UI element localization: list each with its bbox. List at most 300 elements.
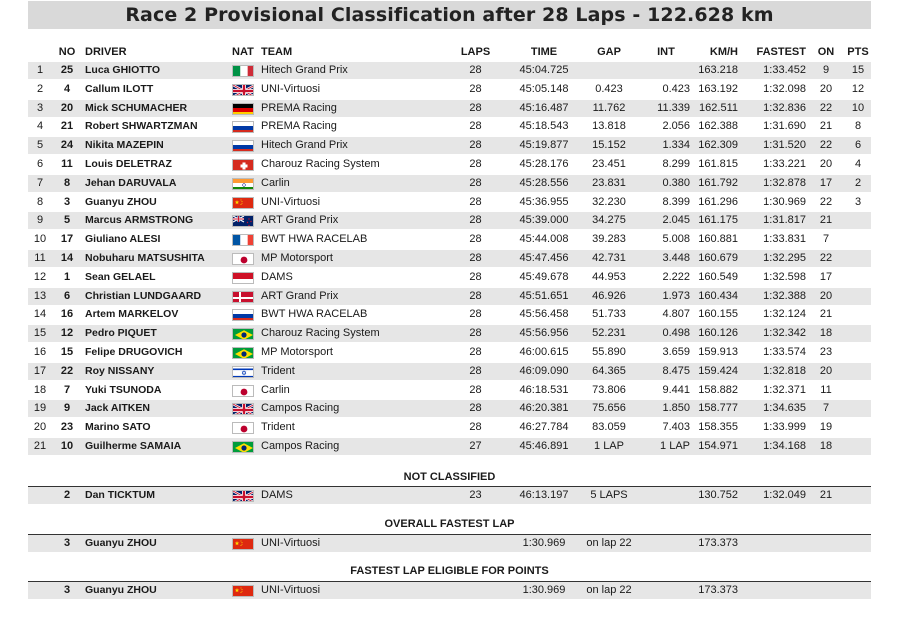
of-lap: on lap 22 bbox=[586, 537, 632, 549]
table-row bbox=[28, 400, 871, 417]
fastest-lap: 1:32.818 bbox=[763, 364, 806, 377]
flag-ita-icon bbox=[232, 65, 254, 77]
driver-name: Marino SATO bbox=[85, 421, 151, 434]
nc-on: 21 bbox=[819, 489, 833, 501]
team-name: Campos Racing bbox=[261, 402, 340, 415]
laps: 28 bbox=[469, 139, 482, 152]
of-kmh: 173.373 bbox=[698, 537, 738, 549]
interval: 7.403 bbox=[662, 421, 690, 434]
gap: 13.818 bbox=[592, 120, 626, 133]
header-on: ON bbox=[817, 46, 835, 58]
table-row bbox=[28, 344, 871, 361]
car-number: 14 bbox=[60, 252, 74, 264]
flag-jpn-icon bbox=[232, 385, 254, 397]
fastest-on-lap: 23 bbox=[819, 346, 833, 358]
team-name: Campos Racing bbox=[261, 440, 340, 452]
time: 45:39.000 bbox=[519, 214, 569, 227]
gap: 23.831 bbox=[592, 176, 626, 189]
car-number: 5 bbox=[63, 214, 71, 227]
laps: 28 bbox=[469, 64, 482, 76]
fp-team: UNI-Virtuosi bbox=[261, 584, 321, 596]
speed-kmh: 161.175 bbox=[698, 214, 738, 227]
laps: 28 bbox=[469, 346, 482, 358]
speed-kmh: 158.777 bbox=[698, 402, 738, 415]
table-row bbox=[28, 438, 871, 455]
time: 45:44.008 bbox=[519, 233, 569, 246]
driver-name: Artem MARKELOV bbox=[85, 308, 179, 321]
fp-no: 3 bbox=[63, 584, 71, 596]
header-kmh: KM/H bbox=[709, 46, 738, 58]
fastest-lap: 1:33.999 bbox=[763, 421, 806, 434]
flag-ind-icon bbox=[232, 178, 254, 190]
driver-name: Guanyu ZHOU bbox=[85, 195, 157, 208]
fastest-on-lap: 18 bbox=[819, 440, 833, 452]
position: 13 bbox=[33, 289, 47, 302]
team-name: UNI-Virtuosi bbox=[261, 195, 321, 208]
team-name: MP Motorsport bbox=[261, 252, 333, 264]
fp-kmh: 173.373 bbox=[698, 584, 738, 596]
fastest-on-lap: 21 bbox=[819, 214, 833, 227]
not-classified-row bbox=[28, 487, 871, 504]
table-header bbox=[28, 42, 871, 62]
car-number: 7 bbox=[63, 383, 71, 396]
laps: 28 bbox=[469, 308, 482, 321]
fastest-lap: 1:32.836 bbox=[763, 101, 806, 114]
team-name: ART Grand Prix bbox=[261, 214, 339, 227]
time: 45:04.725 bbox=[519, 64, 569, 76]
team-name: DAMS bbox=[261, 270, 293, 283]
flag-bra-icon bbox=[232, 347, 254, 359]
fastest-on-lap: 22 bbox=[819, 252, 833, 264]
time: 45:28.556 bbox=[519, 176, 569, 189]
page-title-bar bbox=[28, 1, 871, 29]
car-number: 12 bbox=[60, 327, 74, 340]
table-row bbox=[28, 231, 871, 248]
car-number: 23 bbox=[60, 421, 74, 434]
flag-den-icon bbox=[232, 291, 254, 303]
table-row bbox=[28, 194, 871, 211]
fp-lap: on lap 22 bbox=[586, 584, 632, 596]
fastest-on-lap: 9 bbox=[822, 64, 830, 76]
nc-fastest: 1:32.049 bbox=[763, 489, 806, 501]
laps: 28 bbox=[469, 158, 482, 170]
gap: 52.231 bbox=[592, 327, 626, 340]
table-row bbox=[28, 100, 871, 117]
header-nat: NAT bbox=[232, 46, 254, 58]
laps: 28 bbox=[469, 101, 482, 114]
position: 2 bbox=[36, 82, 44, 95]
car-number: 15 bbox=[60, 346, 74, 358]
table-row bbox=[28, 288, 871, 305]
fp-driver: Guanyu ZHOU bbox=[85, 584, 157, 596]
fastest-lap: 1:34.168 bbox=[763, 440, 806, 452]
fastest-on-lap: 21 bbox=[819, 308, 833, 321]
fastest-lap: 1:31.690 bbox=[763, 120, 806, 133]
team-name: PREMA Racing bbox=[261, 101, 337, 114]
time: 45:47.456 bbox=[519, 252, 569, 264]
gap: 64.365 bbox=[592, 364, 626, 377]
flag-gbr-icon bbox=[232, 490, 254, 502]
fastest-on-lap: 20 bbox=[819, 158, 833, 170]
gap: 75.656 bbox=[592, 402, 626, 415]
flag-ina-icon bbox=[232, 272, 254, 284]
fastest-on-lap: 7 bbox=[822, 402, 830, 415]
speed-kmh: 161.792 bbox=[698, 176, 738, 189]
fp-time: 1:30.969 bbox=[522, 584, 566, 596]
interval: 8.399 bbox=[662, 195, 690, 208]
team-name: Carlin bbox=[261, 176, 290, 189]
fastest-lap: 1:33.221 bbox=[763, 158, 806, 170]
interval: 1 LAP bbox=[660, 440, 690, 452]
time: 45:28.176 bbox=[519, 158, 569, 170]
fastest-lap: 1:31.520 bbox=[763, 139, 806, 152]
fastest-lap: 1:32.098 bbox=[763, 82, 806, 95]
of-no: 3 bbox=[63, 537, 71, 549]
team-name: MP Motorsport bbox=[261, 346, 333, 358]
speed-kmh: 154.971 bbox=[698, 440, 738, 452]
team-name: BWT HWA RACELAB bbox=[261, 308, 368, 321]
fastest-on-lap: 22 bbox=[819, 101, 833, 114]
driver-name: Giuliano ALESI bbox=[85, 233, 161, 246]
car-number: 8 bbox=[63, 176, 71, 189]
time: 46:20.381 bbox=[519, 402, 569, 415]
position: 20 bbox=[33, 421, 47, 434]
table-row bbox=[28, 419, 871, 436]
nc-time: 46:13.197 bbox=[519, 489, 569, 501]
team-name: ART Grand Prix bbox=[261, 289, 339, 302]
speed-kmh: 162.388 bbox=[698, 120, 738, 133]
table-row bbox=[28, 137, 871, 154]
points: 8 bbox=[854, 120, 862, 133]
position: 1 bbox=[36, 64, 44, 76]
speed-kmh: 161.815 bbox=[698, 158, 738, 170]
interval: 5.008 bbox=[662, 233, 690, 246]
laps: 28 bbox=[469, 252, 482, 264]
laps: 28 bbox=[469, 421, 482, 434]
fastest-lap: 1:32.371 bbox=[763, 383, 806, 396]
flag-gbr-icon bbox=[232, 84, 254, 96]
driver-name: Roy NISSANY bbox=[85, 364, 155, 377]
table-row bbox=[28, 382, 871, 399]
position: 21 bbox=[33, 440, 47, 452]
header-time: TIME bbox=[530, 46, 558, 58]
points: 3 bbox=[854, 195, 862, 208]
position: 4 bbox=[36, 120, 44, 133]
laps: 28 bbox=[469, 402, 482, 415]
flag-ger-icon bbox=[232, 103, 254, 115]
position: 17 bbox=[33, 364, 47, 377]
table-row bbox=[28, 363, 871, 380]
speed-kmh: 162.511 bbox=[699, 101, 738, 114]
laps: 28 bbox=[469, 233, 482, 246]
position: 8 bbox=[36, 195, 44, 208]
fastest-on-lap: 17 bbox=[819, 270, 833, 283]
points: 2 bbox=[854, 176, 862, 189]
car-number: 1 bbox=[63, 270, 71, 283]
flag-rus-icon bbox=[232, 140, 254, 152]
flag-bra-icon bbox=[232, 328, 254, 340]
laps: 28 bbox=[469, 82, 482, 95]
laps: 28 bbox=[469, 289, 482, 302]
interval: 11.339 bbox=[657, 101, 690, 114]
interval: 4.807 bbox=[662, 308, 690, 321]
laps: 28 bbox=[469, 327, 482, 340]
position: 5 bbox=[36, 139, 44, 152]
table-row bbox=[28, 118, 871, 135]
driver-name: Christian LUNDGAARD bbox=[85, 289, 202, 302]
fastest-on-lap: 18 bbox=[819, 327, 833, 340]
position: 16 bbox=[33, 346, 47, 358]
points: 10 bbox=[851, 101, 865, 114]
driver-name: Yuki TSUNODA bbox=[85, 383, 162, 396]
speed-kmh: 163.218 bbox=[698, 64, 738, 76]
flag-bra-icon bbox=[232, 441, 254, 453]
table-row bbox=[28, 250, 871, 267]
position: 12 bbox=[33, 270, 47, 283]
interval: 0.423 bbox=[662, 82, 690, 95]
points: 4 bbox=[854, 158, 862, 170]
time: 45:18.543 bbox=[519, 120, 569, 133]
fastest-lap: 1:33.574 bbox=[763, 346, 806, 358]
nc-no: 2 bbox=[63, 489, 71, 501]
table-row bbox=[28, 81, 871, 98]
speed-kmh: 159.913 bbox=[698, 346, 738, 358]
team-name: UNI-Virtuosi bbox=[261, 82, 321, 95]
header-no: NO bbox=[58, 46, 76, 58]
fastest-on-lap: 20 bbox=[819, 364, 833, 377]
points: 12 bbox=[851, 82, 865, 95]
driver-name: Callum ILOTT bbox=[85, 82, 154, 95]
speed-kmh: 160.126 bbox=[698, 327, 738, 340]
flag-isr-icon bbox=[232, 366, 254, 378]
laps: 28 bbox=[469, 176, 482, 189]
flag-rus-icon bbox=[232, 309, 254, 321]
flag-fra-icon bbox=[232, 234, 254, 246]
speed-kmh: 160.549 bbox=[698, 270, 738, 283]
car-number: 10 bbox=[60, 440, 74, 452]
position: 11 bbox=[34, 252, 46, 264]
of-team: UNI-Virtuosi bbox=[261, 537, 321, 549]
interval: 9.441 bbox=[662, 383, 690, 396]
speed-kmh: 162.309 bbox=[698, 139, 738, 152]
gap: 39.283 bbox=[592, 233, 626, 246]
driver-name: Robert SHWARTZMAN bbox=[85, 120, 198, 133]
position: 6 bbox=[36, 158, 44, 170]
fastest-on-lap: 11 bbox=[820, 383, 832, 396]
driver-name: Mick SCHUMACHER bbox=[85, 101, 188, 114]
driver-name: Jehan DARUVALA bbox=[85, 176, 177, 189]
car-number: 20 bbox=[60, 101, 74, 114]
header-laps: LAPS bbox=[460, 46, 491, 58]
flag-nzl-icon bbox=[232, 215, 254, 227]
table-row bbox=[28, 175, 871, 192]
fastest-lap: 1:32.598 bbox=[763, 270, 806, 283]
nc-laps: 23 bbox=[469, 489, 482, 501]
laps: 27 bbox=[469, 440, 482, 452]
car-number: 11 bbox=[61, 158, 73, 170]
laps: 28 bbox=[469, 214, 482, 227]
time: 45:51.651 bbox=[519, 289, 569, 302]
position: 18 bbox=[33, 383, 47, 396]
speed-kmh: 160.434 bbox=[698, 289, 738, 302]
laps: 28 bbox=[469, 383, 482, 396]
fastest-lap: 1:32.878 bbox=[763, 176, 806, 189]
driver-name: Luca GHIOTTO bbox=[85, 64, 161, 76]
time: 45:16.487 bbox=[519, 101, 569, 114]
speed-kmh: 158.355 bbox=[698, 421, 738, 434]
overall-fastest-heading: OVERALL FASTEST LAP bbox=[384, 518, 515, 530]
nc-driver: Dan TICKTUM bbox=[85, 489, 155, 501]
car-number: 22 bbox=[60, 364, 74, 377]
car-number: 25 bbox=[60, 64, 74, 76]
time: 45:19.877 bbox=[519, 139, 569, 152]
speed-kmh: 160.679 bbox=[698, 252, 738, 264]
team-name: BWT HWA RACELAB bbox=[261, 233, 368, 246]
of-driver: Guanyu ZHOU bbox=[85, 537, 157, 549]
fastest-points-heading: FASTEST LAP ELIGIBLE FOR POINTS bbox=[350, 565, 549, 577]
header-driver: DRIVER bbox=[85, 46, 127, 58]
team-name: Trident bbox=[261, 421, 295, 434]
time: 45:56.956 bbox=[519, 327, 569, 340]
header-pts: PTS bbox=[847, 46, 869, 58]
gap: 34.275 bbox=[592, 214, 626, 227]
team-name: Carlin bbox=[261, 383, 290, 396]
interval: 0.380 bbox=[662, 176, 690, 189]
overall-fastest-row bbox=[28, 535, 871, 552]
fastest-on-lap: 7 bbox=[822, 233, 830, 246]
gap: 23.451 bbox=[592, 158, 626, 170]
fastest-on-lap: 21 bbox=[819, 120, 833, 133]
speed-kmh: 163.192 bbox=[698, 82, 738, 95]
gap: 15.152 bbox=[592, 139, 626, 152]
time: 46:09.090 bbox=[519, 364, 569, 377]
car-number: 4 bbox=[63, 82, 71, 95]
car-number: 16 bbox=[60, 308, 74, 321]
flag-chn-icon bbox=[232, 197, 254, 209]
points: 15 bbox=[851, 64, 865, 76]
driver-name: Jack AITKEN bbox=[85, 402, 150, 415]
gap: 42.731 bbox=[592, 252, 626, 264]
gap: 1 LAP bbox=[594, 440, 624, 452]
car-number: 3 bbox=[63, 195, 71, 208]
driver-name: Pedro PIQUET bbox=[85, 327, 157, 340]
fastest-lap: 1:31.817 bbox=[763, 214, 806, 227]
gap: 73.806 bbox=[592, 383, 626, 396]
time: 45:46.891 bbox=[519, 440, 569, 452]
page-title: Race 2 Provisional Classification after 28 Laps - 122.628 km bbox=[125, 4, 774, 26]
time: 46:18.531 bbox=[519, 383, 569, 396]
time: 45:36.955 bbox=[519, 195, 569, 208]
driver-name: Louis DELETRAZ bbox=[85, 158, 172, 170]
header-gap: GAP bbox=[597, 46, 621, 58]
car-number: 21 bbox=[60, 120, 74, 133]
position: 3 bbox=[36, 101, 44, 114]
nc-gap: 5 LAPS bbox=[590, 489, 628, 501]
driver-name: Nobuharu MATSUSHITA bbox=[85, 252, 205, 264]
gap: 44.953 bbox=[592, 270, 626, 283]
interval: 3.659 bbox=[662, 346, 690, 358]
speed-kmh: 160.155 bbox=[698, 308, 738, 321]
header-int: INT bbox=[657, 46, 675, 58]
gap: 55.890 bbox=[592, 346, 626, 358]
gap: 0.423 bbox=[595, 82, 623, 95]
fastest-lap: 1:32.342 bbox=[763, 327, 806, 340]
time: 45:05.148 bbox=[519, 82, 569, 95]
position: 9 bbox=[36, 214, 44, 227]
flag-sui-icon bbox=[232, 159, 254, 171]
laps: 28 bbox=[469, 195, 482, 208]
laps: 28 bbox=[469, 270, 482, 283]
fastest-lap: 1:32.295 bbox=[763, 252, 806, 264]
gap: 32.230 bbox=[592, 195, 626, 208]
nc-team: DAMS bbox=[261, 489, 293, 501]
fastest-on-lap: 20 bbox=[819, 289, 833, 302]
fastest-on-lap: 22 bbox=[819, 139, 833, 152]
interval: 2.222 bbox=[662, 270, 690, 283]
interval: 2.056 bbox=[662, 120, 690, 133]
fastest-lap: 1:30.969 bbox=[763, 195, 806, 208]
interval: 1.334 bbox=[662, 139, 690, 152]
time: 45:56.458 bbox=[519, 308, 569, 321]
team-name: Charouz Racing System bbox=[261, 327, 380, 340]
interval: 0.498 bbox=[662, 327, 690, 340]
table-row bbox=[28, 156, 871, 173]
fastest-on-lap: 19 bbox=[819, 421, 833, 434]
team-name: Trident bbox=[261, 364, 295, 377]
header-fastest: FASTEST bbox=[756, 46, 806, 58]
table-row bbox=[28, 269, 871, 286]
interval: 1.850 bbox=[662, 402, 690, 415]
interval: 2.045 bbox=[662, 214, 690, 227]
position: 19 bbox=[33, 402, 47, 415]
laps: 28 bbox=[469, 364, 482, 377]
table-row bbox=[28, 325, 871, 342]
interval: 1.973 bbox=[662, 289, 690, 302]
time: 46:27.784 bbox=[519, 421, 569, 434]
of-time: 1:30.969 bbox=[522, 537, 566, 549]
car-number: 24 bbox=[60, 139, 74, 152]
position: 15 bbox=[33, 327, 47, 340]
flag-gbr-icon bbox=[232, 403, 254, 415]
flag-chn-icon bbox=[232, 585, 254, 597]
team-name: PREMA Racing bbox=[261, 120, 337, 133]
flag-jpn-icon bbox=[232, 253, 254, 265]
driver-name: Sean GELAEL bbox=[85, 270, 156, 283]
table-row bbox=[28, 212, 871, 229]
nc-kmh: 130.752 bbox=[698, 489, 738, 501]
team-name: Hitech Grand Prix bbox=[261, 139, 348, 152]
time: 46:00.615 bbox=[519, 346, 569, 358]
not-classified-heading: NOT CLASSIFIED bbox=[403, 471, 496, 483]
speed-kmh: 158.882 bbox=[698, 383, 738, 396]
table-row bbox=[28, 62, 871, 79]
fastest-lap: 1:32.388 bbox=[763, 289, 806, 302]
car-number: 17 bbox=[60, 233, 74, 246]
driver-name: Guilherme SAMAIA bbox=[85, 440, 182, 452]
speed-kmh: 159.424 bbox=[698, 364, 738, 377]
interval: 3.448 bbox=[662, 252, 690, 264]
gap: 11.762 bbox=[592, 101, 626, 114]
fastest-lap: 1:34.635 bbox=[763, 402, 806, 415]
team-name: Hitech Grand Prix bbox=[261, 64, 348, 76]
fastest-points-row bbox=[28, 582, 871, 599]
interval: 8.475 bbox=[662, 364, 690, 377]
fastest-on-lap: 22 bbox=[819, 195, 833, 208]
driver-name: Felipe DRUGOVICH bbox=[85, 346, 183, 358]
fastest-on-lap: 20 bbox=[819, 82, 833, 95]
fastest-on-lap: 17 bbox=[819, 176, 833, 189]
points: 6 bbox=[854, 139, 862, 152]
